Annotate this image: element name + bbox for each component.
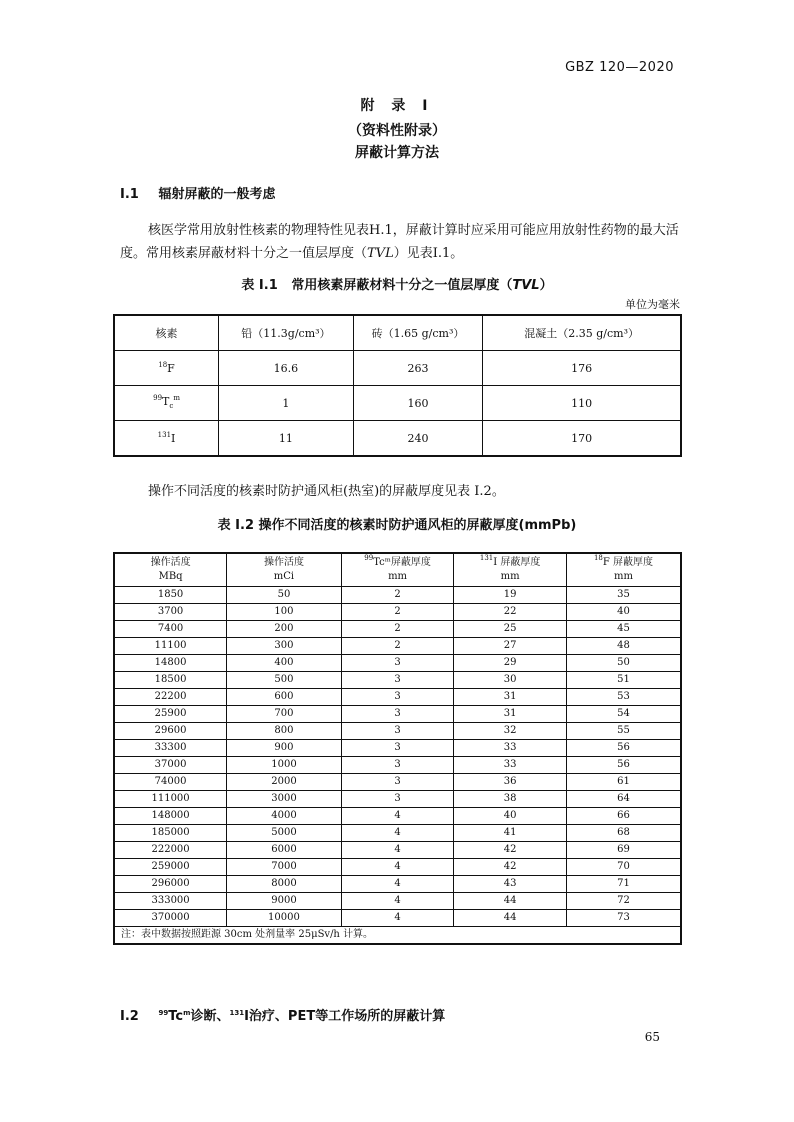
table-cell: 259000 [114,859,227,876]
table-row [114,621,681,638]
table-row [114,893,681,910]
table-cell: 29 [454,655,567,672]
table-note: 注：表中数据按照距源 30cm 处剂量率 25μSv/h 计算。 [114,927,681,945]
table-row [114,706,681,723]
table-cell: 44 [454,910,567,927]
table-cell: 11100 [114,638,227,655]
table-cell: 51 [566,672,681,689]
table-cell: 71 [566,876,681,893]
table-cell: 3 [341,757,454,774]
table-cell: 3 [341,706,454,723]
table-cell: 33 [454,740,567,757]
table-cell: 110 [483,386,681,421]
section-title: 辐射屏蔽的一般考虑 [158,187,276,202]
table-cell: 31 [454,706,567,723]
section-title: $^{99}$Tc$^m$诊断、$^{131}$I治疗、PET等工作场所的屏蔽计算 [158,1009,446,1024]
table-cell: 8000 [227,876,342,893]
table-cell: 1000 [227,757,342,774]
header-cell: 砖（1.65 g/cm³） [353,315,483,351]
table1-caption-end: ） [539,278,553,293]
section-heading-i2 [120,1005,445,1024]
table-cell: 400 [227,655,342,672]
table-cell: 61 [566,774,681,791]
table-cell: 3 [341,791,454,808]
table-cell: 11 [219,421,354,457]
table-cell: 170 [483,421,681,457]
header-cell: 核素 [114,315,219,351]
table-cell: 18500 [114,672,227,689]
table-cell: 56 [566,740,681,757]
table-cell: 14800 [114,655,227,672]
table-cell: 3 [341,740,454,757]
table-cell: 700 [227,706,342,723]
table-cell: 240 [353,421,483,457]
table-cell: 111000 [114,791,227,808]
paragraph-text: 核医学常用放射性核素的物理特性见表H.1，屏蔽计算时应采用可能应用放射性药物的最大活度。常用核素屏蔽材料十分之一值层厚度（ [120,223,679,261]
table-row [114,689,681,706]
header-cell: 铅（11.3g/cm³） [219,315,354,351]
table-row [114,842,681,859]
table-cell: 40 [566,604,681,621]
table-cell: 2000 [227,774,342,791]
appendix-type: （资料性附录） [348,123,446,139]
table-cell: 31 [454,689,567,706]
table-row [114,910,681,927]
table-row [114,604,681,621]
header-cell: 操作活度 mCi [227,553,342,587]
table-row [114,791,681,808]
table-cell: 1 [219,386,354,421]
table-cell: 4 [341,808,454,825]
table-header-row [114,315,681,351]
table-row [114,859,681,876]
header-cell: 操作活度 MBq [114,553,227,587]
table2-caption: 表 I.2 操作不同活度的核素时防护通风柜的屏蔽厚度(mmPb) [217,518,577,533]
table-cell: 4000 [227,808,342,825]
table-cell: 74000 [114,774,227,791]
table-cell: 7000 [227,859,342,876]
table-cell: 800 [227,723,342,740]
table-cell: 54 [566,706,681,723]
table-cell: 64 [566,791,681,808]
table-cell: 200 [227,621,342,638]
table-cell: 370000 [114,910,227,927]
table-cell: 7400 [114,621,227,638]
header-cell: $^{18}$F 屏蔽厚度 mm [566,553,681,587]
table-cell: 2 [341,604,454,621]
table-cell: 4 [341,876,454,893]
table-cell: 55 [566,723,681,740]
table-cell: 4 [341,910,454,927]
header-cell: $^{99}$Tcᵐ屏蔽厚度 mm [341,553,454,587]
table-cell: 100 [227,604,342,621]
table-row [114,386,681,421]
table-cell: 5000 [227,825,342,842]
table-row [114,351,681,386]
table-cell: 3 [341,655,454,672]
table-note-row [114,927,681,945]
table-row [114,774,681,791]
table-cell: 36 [454,774,567,791]
table1-unit: 单位为毫米 [625,298,680,311]
table-cell: 160 [353,386,483,421]
table-cell: 19 [454,587,567,604]
table-cell: 69 [566,842,681,859]
table-cell: 300 [227,638,342,655]
table-cell: 25900 [114,706,227,723]
table-cell: 2 [341,621,454,638]
header-cell: $^{131}$I 屏蔽厚度 mm [454,553,567,587]
paragraph-text-end: ）见表I.1。 [393,246,464,261]
table-row [114,825,681,842]
page-number: 65 [644,1030,660,1044]
table-cell: 148000 [114,808,227,825]
appendix-name: 屏蔽计算方法 [355,145,439,161]
table-cell: 30 [454,672,567,689]
table-cell: 3000 [227,791,342,808]
table-cell: 48 [566,638,681,655]
nuclide-cell: $^{99}T_c^m$ [114,386,219,421]
table-cell: 22 [454,604,567,621]
table-cell: 42 [454,842,567,859]
table-cell: 4 [341,842,454,859]
table-row [114,638,681,655]
table-cell: 16.6 [219,351,354,386]
section-number: I.2 [120,1009,139,1024]
table-row [114,655,681,672]
table-header-row [114,553,681,587]
table-row [114,723,681,740]
table-cell: 3700 [114,604,227,621]
nuclide-cell: $^{131}$I [114,421,219,457]
table-cell: 50 [227,587,342,604]
paragraph-italic: TVL [367,246,394,261]
appendix-title: 附 录 I [360,98,434,114]
table-row [114,808,681,825]
table-cell: 185000 [114,825,227,842]
table-cell: 2 [341,587,454,604]
table-cell: 600 [227,689,342,706]
table-cell: 3 [341,774,454,791]
table1-caption [0,274,794,293]
table-cell: 42 [454,859,567,876]
table-cell: 263 [353,351,483,386]
table-cell: 29600 [114,723,227,740]
table-cell: 32 [454,723,567,740]
section-number: I.1 [120,187,139,202]
table-cell: 70 [566,859,681,876]
table-cell: 27 [454,638,567,655]
document-code: GBZ 120—2020 [565,60,674,75]
table-shielding-thickness [113,552,682,945]
table-cell: 33 [454,757,567,774]
table-cell: 25 [454,621,567,638]
table1-caption-italic: TVL [512,278,540,293]
table-cell: 900 [227,740,342,757]
table-row [114,587,681,604]
table-row [114,740,681,757]
nuclide-cell: $^{18}$F [114,351,219,386]
table-cell: 41 [454,825,567,842]
table-cell: 9000 [227,893,342,910]
table-cell: 3 [341,723,454,740]
table-cell: 2 [341,638,454,655]
table-cell: 66 [566,808,681,825]
header-cell: 混凝土（2.35 g/cm³） [483,315,681,351]
table-cell: 22200 [114,689,227,706]
table-cell: 37000 [114,757,227,774]
table-cell: 72 [566,893,681,910]
table-row [114,876,681,893]
table-cell: 500 [227,672,342,689]
table1-caption-text: 常用核素屏蔽材料十分之一值层厚度（ [291,278,513,293]
table-cell: 73 [566,910,681,927]
paragraph-1 [120,219,680,265]
table-row [114,672,681,689]
table-cell: 50 [566,655,681,672]
table-cell: 4 [341,893,454,910]
table-cell: 35 [566,587,681,604]
table-cell: 4 [341,859,454,876]
section-heading-i1 [120,183,276,202]
table-cell: 6000 [227,842,342,859]
table-cell: 40 [454,808,567,825]
table-cell: 3 [341,672,454,689]
table-cell: 44 [454,893,567,910]
paragraph-2: 操作不同活度的核素时防护通风柜(热室)的屏蔽厚度见表 I.2。 [148,484,505,499]
table-cell: 4 [341,825,454,842]
table-cell: 38 [454,791,567,808]
table-cell: 296000 [114,876,227,893]
table-cell: 43 [454,876,567,893]
table-cell: 33300 [114,740,227,757]
table-row [114,421,681,457]
table-cell: 68 [566,825,681,842]
table-cell: 176 [483,351,681,386]
table-cell: 3 [341,689,454,706]
table-cell: 1850 [114,587,227,604]
table-cell: 56 [566,757,681,774]
table-cell: 333000 [114,893,227,910]
table-row [114,757,681,774]
table-tvl [113,314,682,457]
table-cell: 222000 [114,842,227,859]
table-cell: 45 [566,621,681,638]
table-cell: 10000 [227,910,342,927]
table1-caption-number: 表 I.1 [241,278,278,293]
table-cell: 53 [566,689,681,706]
